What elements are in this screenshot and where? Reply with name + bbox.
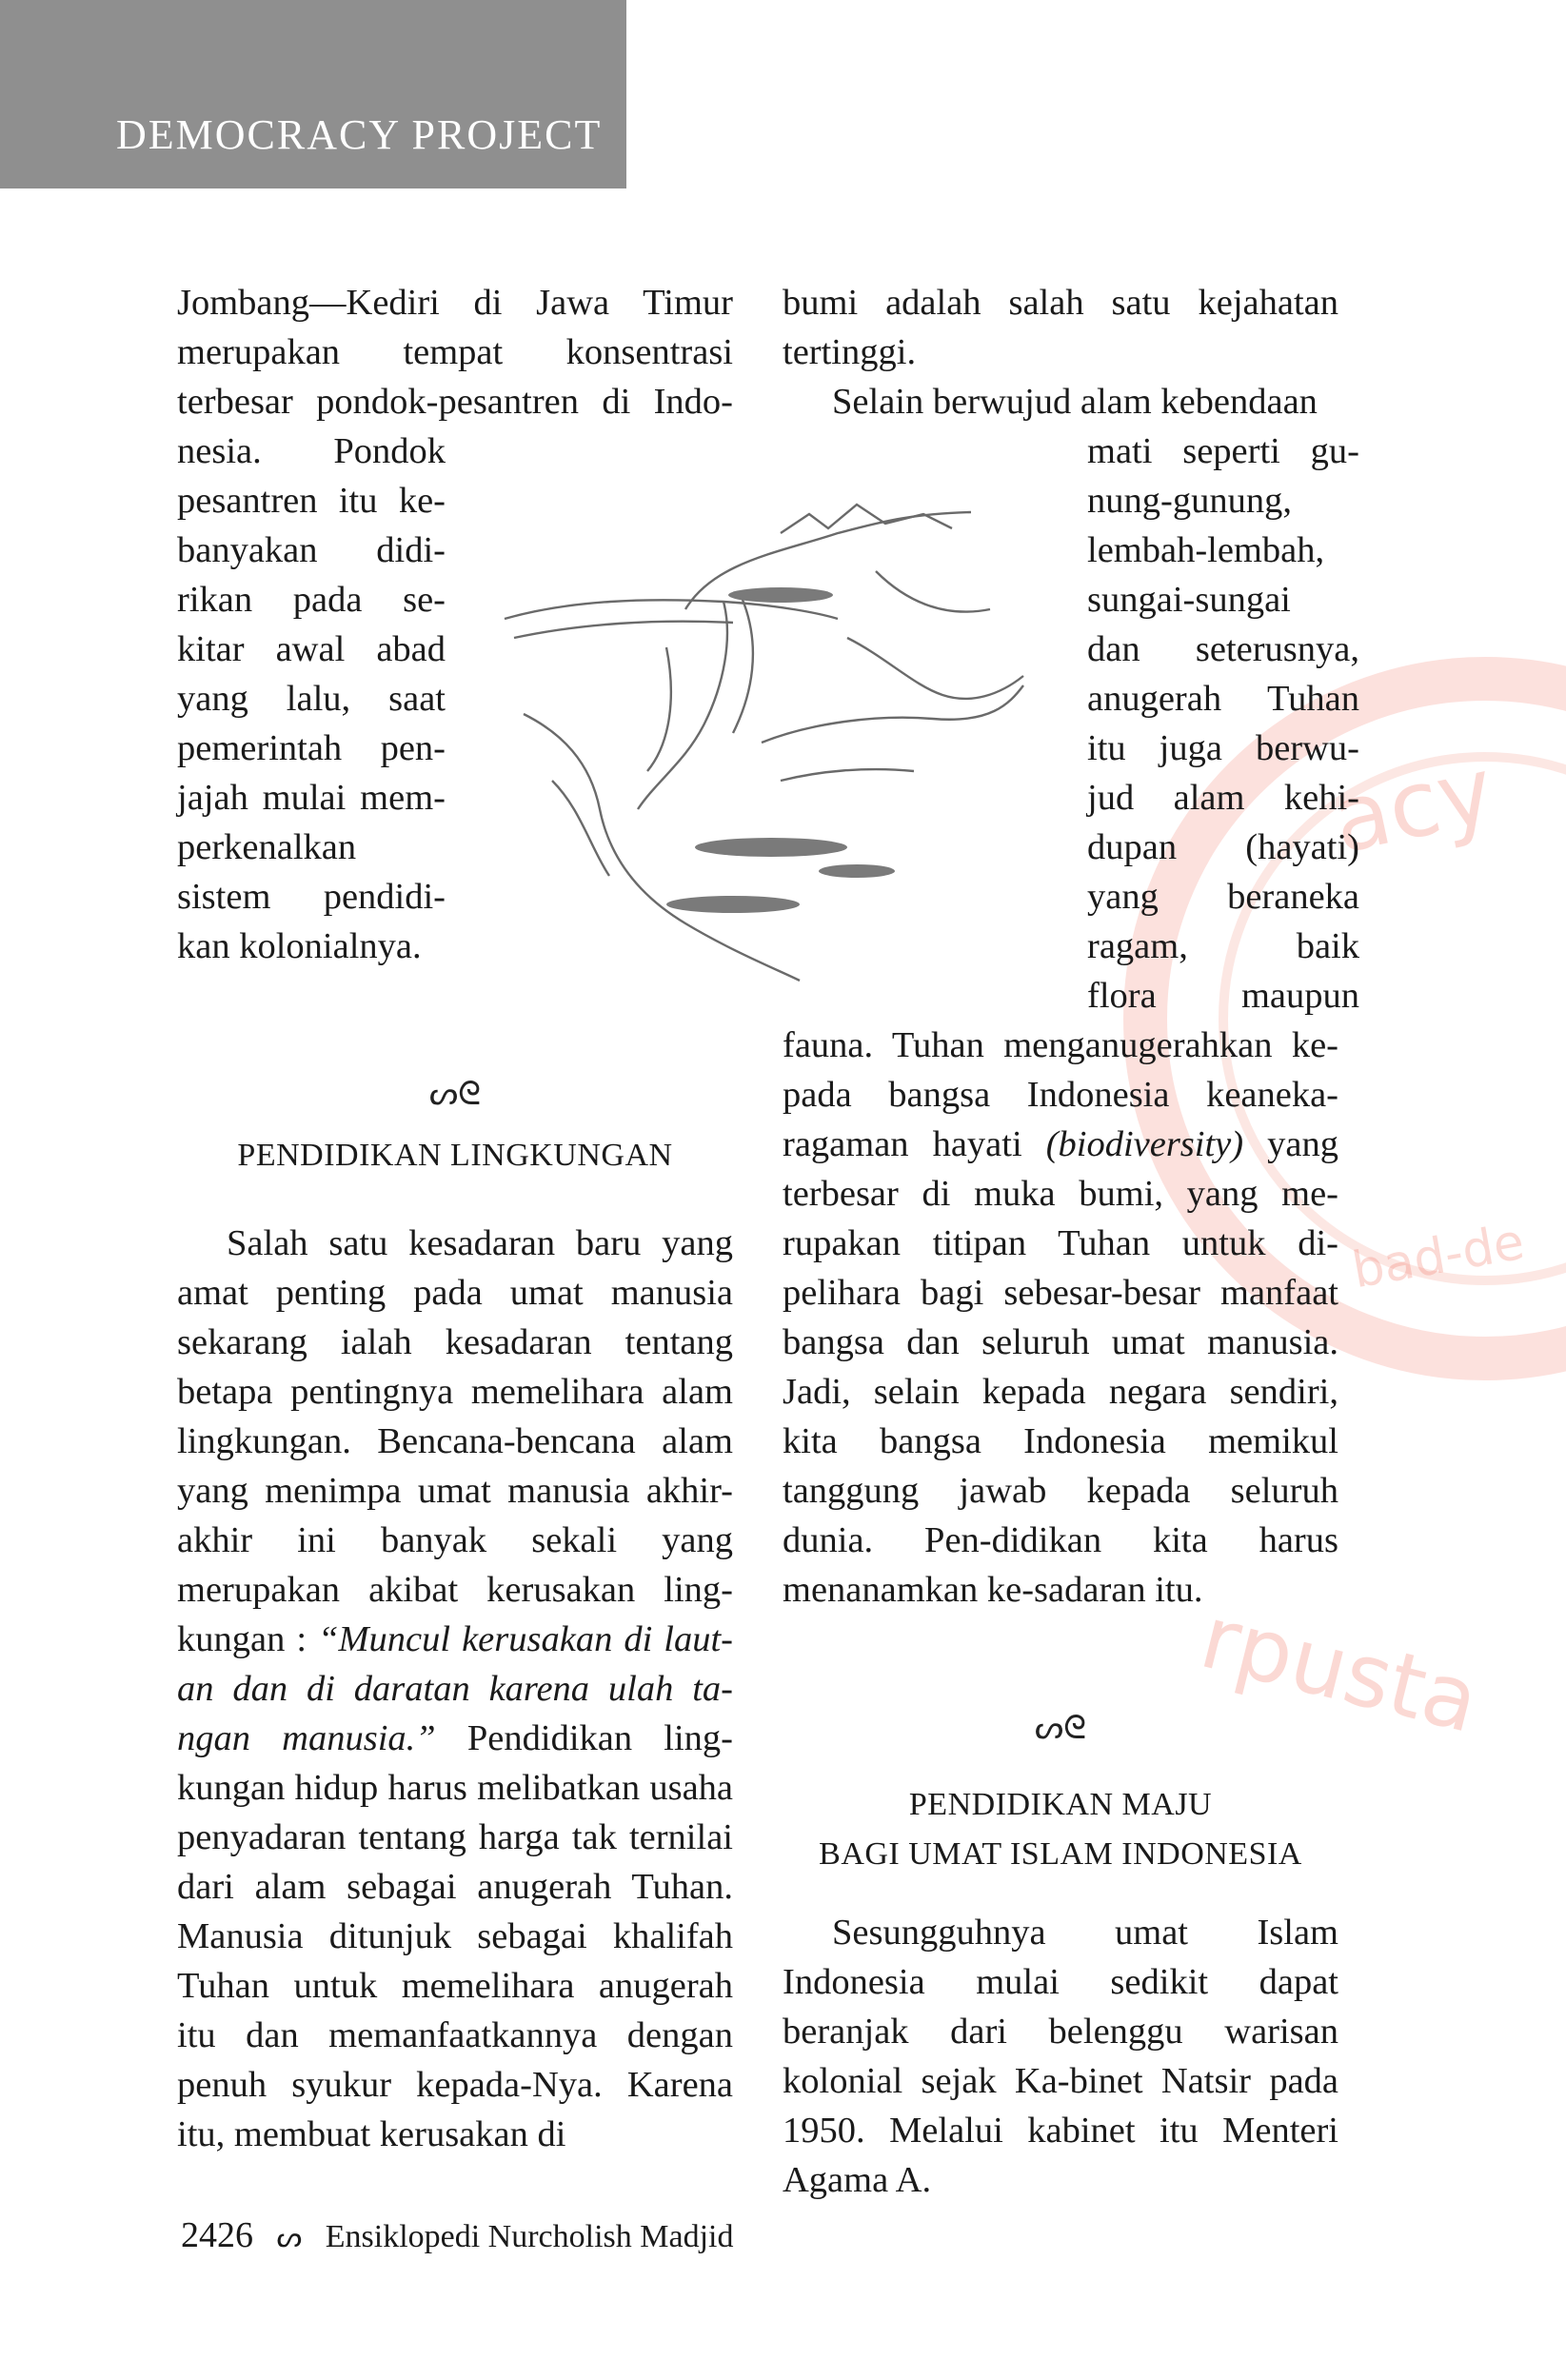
text-line: ragam, baik: [1087, 926, 1359, 966]
section-heading-line-2: BAGI UMAT ISLAM INDONESIA: [819, 1836, 1302, 1872]
text-line: Jombang—Kediri di Jawa Timur: [177, 283, 733, 323]
text-line: sungai-sungai: [1087, 580, 1291, 620]
footer-ornament-icon: ᔕ: [276, 2222, 303, 2253]
text-line: nesia. Pondok: [177, 431, 446, 471]
text-line: yang beraneka: [1087, 877, 1359, 917]
left-top-lines: [177, 278, 733, 426]
section-heading-pendidikan-lingkungan: PENDIDIKAN LINGKUNGAN: [237, 1138, 673, 1173]
text-line: nung-gunung,: [1087, 481, 1292, 521]
quote-text: “Muncul kerusakan di laut-an dan di daratan karena ulah ta-ngan manusia.”: [177, 1619, 733, 1758]
text-line: pemerintah pen-: [177, 728, 446, 768]
right-narrow-lines: [1087, 426, 1359, 1021]
text-line: anugerah Tuhan: [1087, 679, 1359, 719]
stamp-watermark-text: acy: [1323, 736, 1503, 875]
paragraph-text: fauna. Tuhan menganugerahkan ke-pada bangsa Indonesia keaneka-ragaman hayati: [783, 1025, 1338, 1164]
text-line: bumi adalah salah satu kejahatan: [783, 283, 1338, 323]
text-line: jud alam kehi-: [1087, 778, 1359, 818]
paragraph-text-continued: Pendidikan ling-kungan hidup harus melibatkan usaha penyadaran tentang harga tak ternilai dari alam sebagai anugerah Tuhan. Manusia ditunjuk sebagai khalifah Tuhan untuk memelihara anugerah itu dan memanfaatkannya dengan penuh syukur kepada-Nya. Karena itu, membuat kerusakan di: [177, 1718, 733, 2154]
text-line: dupan (hayati): [1087, 827, 1359, 867]
text-line: rikan pada se-: [177, 580, 446, 620]
text-line: pesantren itu ke-: [177, 481, 446, 521]
text-line: banyakan didi-: [177, 530, 446, 570]
text-line: yang lalu, saat: [177, 679, 446, 719]
header-band: [0, 0, 626, 188]
paragraph-text-continued: yang terbesar di muka bumi, yang me-rupakan titipan Tuhan untuk di-pelihara bagi sebesar-besar manfaat bangsa dan seluruh umat manusia. Jadi, selain kepada negara sendiri, kita bangsa Indonesia memikul tanggung jawab kepada seluruh dunia. Pen-didikan kita harus menanamkan ke-sadaran itu.: [783, 1124, 1338, 1610]
right-indent-line: Selain berwujud alam kebendaan: [832, 382, 1318, 422]
text-line: merupakan tempat konsentrasi: [177, 332, 733, 372]
left-narrow-lines: [177, 426, 446, 971]
text-line: flora maupun: [1087, 976, 1359, 1016]
text-line: itu juga berwu-: [1087, 728, 1359, 768]
section-ornament: ᔕᘓ: [428, 1077, 482, 1112]
section-ornament-2: ᔕᘓ: [1034, 1711, 1087, 1746]
stamp-watermark-text-2: bad-de: [1348, 1213, 1529, 1300]
page-footer: [181, 2214, 734, 2256]
left-column: [177, 278, 733, 2159]
section-heading-line-1: PENDIDIKAN MAJU: [908, 1787, 1213, 1822]
text-line: sistem pendidi-: [177, 877, 446, 917]
text-line: lembah-lembah,: [1087, 530, 1325, 570]
text-line: mati seperti gu-: [1087, 431, 1359, 471]
stamp-watermark-text-3: rpusta: [1191, 1585, 1489, 1754]
page-number: 2426: [181, 2215, 253, 2255]
header-title: DEMOCRACY PROJECT: [116, 111, 603, 158]
paragraph-pendidikan-maju: Sesungguhnya umat Islam Indonesia mulai sedikit dapat beranjak dari belenggu warisan kolonial sejak Ka-binet Natsir pada 1950. Melalui kabinet itu Menteri Agama A.: [783, 1913, 1338, 2200]
text-line: dan seterusnya,: [1087, 629, 1359, 669]
book-title: Ensiklopedi Nurcholish Madjid: [325, 2219, 734, 2254]
italic-term: (biodiversity): [1045, 1124, 1244, 1164]
text-line: terbesar pondok-pesantren di Indo-: [177, 382, 733, 422]
paragraph-text: Salah satu kesadaran baru yang amat penting pada umat manusia sekarang ialah kesadaran tentang betapa pentingnya memelihara alam lingkungan. Bencana-bencana alam yang menimpa umat manusia akhir-akhir ini banyak sekali yang merupakan akibat kerusakan ling-kungan :: [177, 1223, 733, 1659]
text-line: kitar awal abad: [177, 629, 446, 669]
paragraph-biodiversity: [783, 1021, 1338, 1615]
text-line: tertinggi.: [783, 332, 917, 372]
text-line: perkenalkan: [177, 827, 357, 867]
right-top-lines: [783, 278, 1338, 377]
text-line: jajah mulai mem-: [177, 778, 446, 818]
text-line: kan kolonialnya.: [177, 926, 422, 966]
paragraph-lingkungan: [177, 1219, 733, 2159]
